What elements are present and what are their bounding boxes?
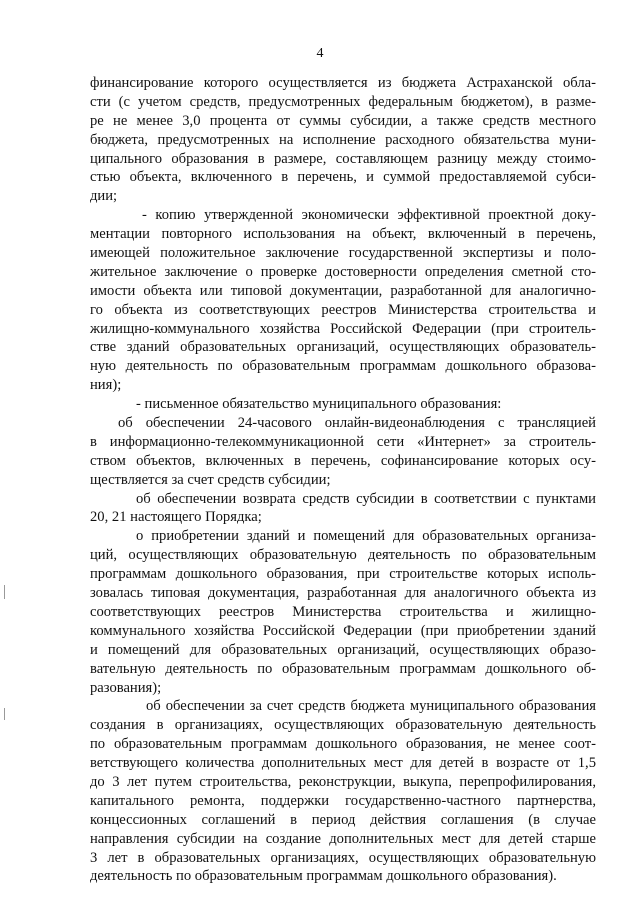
text-line: имости объекта или типовой документации, разработанной для аналогично- — [90, 282, 596, 299]
text-line: разования); — [90, 679, 162, 696]
page-number: 4 — [316, 46, 324, 61]
text-line: ментации повторного использования на объект, включенный в перечень, — [90, 226, 596, 243]
text-line: 20, 21 настоящего Порядка; — [90, 509, 262, 526]
text-line: ством объектов, включенных в перечень, софинансирование которых осу- — [90, 452, 596, 469]
text-line: вательную деятельность по образовательным программам дошкольного об- — [90, 660, 596, 677]
text-line: создания в организациях, осуществляющих образовательную деятельность — [90, 717, 596, 734]
text-line: направления субсидии на создание дополнительных мест для детей старше — [90, 830, 596, 847]
text-line: сти (с учетом средств, предусмотренных федеральным бюджетом), в разме- — [90, 93, 596, 110]
text-line: дии; — [90, 188, 118, 205]
text-line: зовалась типовая документация, разработанная для аналогичного объекта из — [90, 585, 596, 602]
text-line: ветствующего количества дополнительных мест для детей в возрасте от 1,5 — [90, 755, 596, 772]
text-line: ций, осуществляющих образовательную деятельность по образовательным — [90, 547, 596, 564]
text-line: стью объекта, включенного в перечень, и суммой предоставляемой субси- — [90, 169, 596, 186]
text-line: ре не менее 3,0 процента от суммы субсидии, а также средств местного — [90, 112, 596, 129]
text-line: до 3 лет путем строительства, реконструкции, выкупа, перепрофилирования, — [90, 773, 596, 790]
text-line: программам дошкольного образования, при строительстве которых исполь- — [90, 566, 596, 583]
text-line: об обеспечении 24-часового онлайн-видеонаблюдения с трансляцией — [118, 415, 596, 432]
text-line: соответствующих реестров Министерства строительства и жилищно- — [90, 603, 596, 620]
text-line: и помещений для образовательных организаций, осуществляющих образо- — [90, 641, 596, 658]
text-line: стве зданий образовательных организаций, осуществляющих образователь- — [90, 339, 596, 356]
scan-mark — [4, 708, 5, 720]
text-line: 3 лет в образовательных организациях, осуществляющих образовательную — [90, 849, 596, 866]
text-line: деятельность по образовательным программам дошкольного образования). — [90, 868, 557, 885]
document-body — [90, 74, 596, 886]
text-line: жилищно-коммунального хозяйства Российской Федерации (при строитель- — [90, 320, 596, 337]
text-line: коммунального хозяйства Российской Федерации (при приобретении зданий — [90, 622, 596, 639]
text-line: капитального ремонта, поддержки государственно-частного партнерства, — [90, 792, 596, 809]
text-line: жительное заключение о проверке достоверности определения сметной сто- — [90, 263, 596, 280]
text-line: ния); — [90, 377, 122, 394]
text-line: - копию утвержденной экономически эффективной проектной доку- — [142, 207, 596, 224]
text-line: имеющей положительное заключение государственной экспертизы и поло- — [90, 245, 596, 262]
text-line: о приобретении зданий и помещений для образовательных организа- — [136, 528, 596, 545]
text-line: об обеспечении за счет средств бюджета муниципального образования — [146, 698, 596, 715]
text-line: финансирование которого осуществляется из бюджета Астраханской обла- — [90, 75, 596, 91]
text-line: ципального образования в размере, составляющем разницу между стоимо- — [90, 150, 596, 167]
text-line: в информационно-телекоммуникационной сети «Интернет» за строитель- — [90, 433, 596, 450]
scan-mark — [4, 585, 5, 599]
text-line: об обеспечении возврата средств субсидии в соответствии с пунктами — [136, 490, 596, 507]
text-line: по образовательным программам дошкольного образования, не менее соот- — [90, 736, 596, 753]
text-line: бюджета, предусмотренных на исполнение расходного обязательства муни- — [90, 131, 596, 148]
text-line: концессионных соглашений в период действия соглашения (в случае — [90, 811, 596, 828]
text-line: ную деятельность по образовательным программам дошкольного образова- — [90, 358, 596, 375]
text-line: го объекта из соответствующих реестров Министерства строительства и — [90, 301, 596, 318]
text-line: ществляется за счет средств субсидии; — [90, 471, 331, 488]
text-line: - письменное обязательство муниципального образования: — [136, 396, 502, 413]
